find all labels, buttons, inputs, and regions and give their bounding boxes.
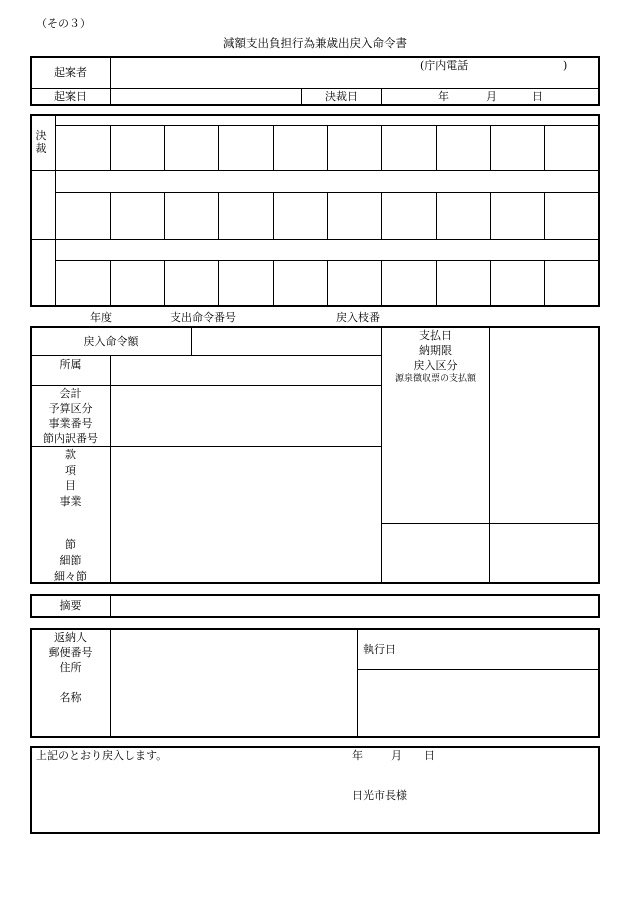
department-field[interactable] xyxy=(111,356,380,384)
approval-month: 月 xyxy=(486,90,497,103)
draft-date-field[interactable] xyxy=(111,89,300,104)
refund-number-label: 戻入枝番 xyxy=(336,311,380,324)
execution-field[interactable] xyxy=(358,670,599,737)
category-labels: 款 項 目 事業 xyxy=(59,448,82,508)
department-label: 所属 xyxy=(59,358,82,371)
approval-stamp-cell[interactable] xyxy=(382,193,436,239)
footer-month: 月 xyxy=(391,749,402,762)
series-note: （その３） xyxy=(36,17,91,30)
approval-date-label: 決裁日 xyxy=(325,90,358,103)
summary-label: 摘要 xyxy=(59,599,82,612)
approval-stamp-cell[interactable] xyxy=(165,193,218,239)
approval-stamp-cell[interactable] xyxy=(57,261,110,306)
footer-day: 日 xyxy=(424,749,435,762)
account-labels: 会計 予算区分 事業番号 節内訳番号 xyxy=(43,387,98,445)
approval-day: 日 xyxy=(532,90,543,103)
payer-labels: 返納人 郵便番号 住所 xyxy=(48,631,93,674)
approval-stamp-cell[interactable] xyxy=(437,193,490,239)
approval-stamp-cell[interactable] xyxy=(382,261,436,306)
approval-stamp-cell[interactable] xyxy=(57,193,110,239)
payment-field[interactable] xyxy=(490,327,599,522)
approval-stamp-cell[interactable] xyxy=(57,126,110,170)
approval-stamp-cell[interactable] xyxy=(219,261,273,306)
approval-stamp-cell[interactable] xyxy=(165,126,218,170)
payer-field[interactable] xyxy=(111,629,356,737)
summary-field[interactable] xyxy=(111,595,598,617)
approval-stamp-cell[interactable] xyxy=(274,261,327,306)
drafter-label: 起案者 xyxy=(54,66,87,79)
approval-stamp-cell[interactable] xyxy=(491,261,544,306)
approval-stamp-cell[interactable] xyxy=(437,261,490,306)
refund-amount-label: 戻入命令額 xyxy=(83,335,139,348)
approval-stamp-cell[interactable] xyxy=(382,126,436,170)
mayor-addressee: 日光市長様 xyxy=(352,789,407,802)
approval-stamp-cell[interactable] xyxy=(219,193,273,239)
approval-stamp-cell[interactable] xyxy=(491,193,544,239)
approval-label: 決 裁 xyxy=(35,129,47,155)
approval-stamp-cell[interactable] xyxy=(111,126,164,170)
phone-label: (庁内電話 xyxy=(420,59,469,72)
approval-year: 年 xyxy=(438,90,449,103)
fiscal-year-label: 年度 xyxy=(90,311,112,324)
approval-stamp-cell[interactable] xyxy=(111,193,164,239)
budget-field[interactable] xyxy=(111,447,380,583)
approval-stamp-cell[interactable] xyxy=(545,193,599,239)
approval-stamp-cell[interactable] xyxy=(328,193,381,239)
approval-stamp-cell[interactable] xyxy=(328,126,381,170)
approval-stamp-cell[interactable] xyxy=(491,126,544,170)
footer-year: 年 xyxy=(352,749,363,762)
order-number-label: 支出命令番号 xyxy=(170,311,236,324)
approval-stamp-cell[interactable] xyxy=(274,126,327,170)
drafter-field[interactable] xyxy=(111,58,598,87)
approval-stamp-cell[interactable] xyxy=(274,193,327,239)
page-title: 減額支出負担行為兼歳出戻入命令書 xyxy=(223,36,407,50)
draft-date-label: 起案日 xyxy=(54,90,87,103)
approval-stamp-cell[interactable] xyxy=(437,126,490,170)
approval-stamp-cell[interactable] xyxy=(545,261,599,306)
approval-stamp-cell[interactable] xyxy=(328,261,381,306)
payment-labels: 支払日 納期限 戻入区分 xyxy=(413,329,458,372)
approval-stamp-cell[interactable] xyxy=(545,126,599,170)
execution-date-label: 執行日 xyxy=(363,643,396,656)
section-labels: 節 細節 細々節 xyxy=(54,538,87,583)
approval-stamp-cell[interactable] xyxy=(165,261,218,306)
phone-close: ) xyxy=(563,59,568,72)
account-field[interactable] xyxy=(111,386,380,445)
refund-amount-field[interactable] xyxy=(192,328,380,354)
withholding-label: 源泉徴収票の支払額 xyxy=(394,374,476,384)
approval-stamp-cell[interactable] xyxy=(219,126,273,170)
footer-statement: 上記のとおり戻入します。 xyxy=(36,749,168,762)
payer-name-label: 名称 xyxy=(59,691,82,704)
approval-stamp-cell[interactable] xyxy=(111,261,164,306)
